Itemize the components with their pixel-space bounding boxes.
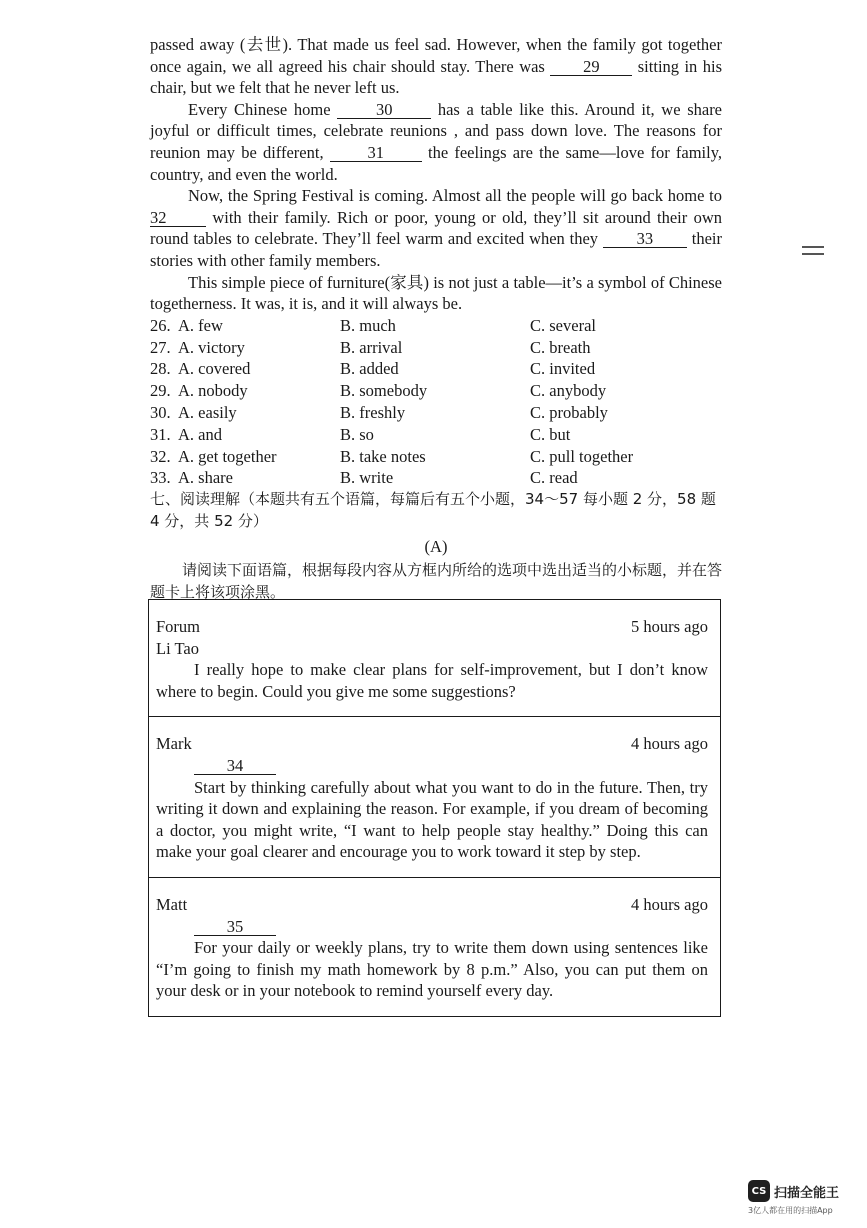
section-title: 七、阅读理解（本题共有五个语篇，每篇后有五个小题，34～57 每小题 2 分，58 题 4 分，共 52 分） — [150, 490, 716, 530]
passage-label: (A) — [424, 537, 448, 557]
post-author: Mark — [156, 734, 192, 754]
option-row: 26. A. few B. much C. several — [150, 315, 596, 335]
scanner-watermark — [748, 1180, 839, 1202]
blank-32: 32 — [150, 209, 206, 227]
passage-line: stories with other family members. — [150, 250, 381, 270]
passage-line: once again, we all agreed his chair should stay. There was 29 sitting in his — [150, 56, 723, 76]
passage-line: chair, but we felt that he never left us. — [150, 78, 400, 98]
blank-30: 30 — [337, 101, 431, 119]
post-time: 5 hours ago — [631, 617, 708, 636]
passage-line: reunion may be different, 31 the feelings are the same—love for family, — [150, 142, 723, 162]
answer-options — [150, 315, 722, 489]
blank-29: 29 — [550, 58, 632, 76]
passage-line: togetherness. It was, it is, and it will always be. — [150, 294, 463, 314]
passage-line: Now, the Spring Festival is coming. Almost all the people will go back home to — [188, 186, 722, 206]
camscanner-logo-icon: CS — [748, 1180, 770, 1202]
post-time: 4 hours ago — [631, 734, 708, 754]
watermark-name: 扫描全能王 — [774, 1185, 840, 1201]
post-body: For your daily or weekly plans, try to write them down using sentences like “I’m going to finish my math homework by 8 p.m.” Also, you can put them on your desk or in your notebook to remind yourself every day. — [156, 938, 708, 1001]
instruction-text: 请阅读下面语篇，根据每段内容从方框内所给的选项中选出适当的小标题，并在答题卡上将该项涂黑。 — [150, 561, 723, 602]
post-body: I really hope to make clear plans for self-improvement, but I don’t know where to begin. Could you give me some suggestions? — [156, 660, 708, 701]
option-row: 29. A. nobody B. somebody C. anybody — [150, 381, 607, 401]
option-row: 30. A. easily B. freshly C. probably — [150, 402, 608, 422]
exam-page — [150, 34, 722, 603]
passage-line: country, and even the world. — [150, 164, 338, 184]
forum-box — [148, 599, 721, 1017]
blank-35: 35 — [194, 918, 276, 936]
watermark-tagline: 3亿人都在用的扫描App — [748, 1206, 833, 1215]
passage-line: Every Chinese home 30 has a table like this. Around it, we share — [188, 99, 723, 119]
forum-post — [149, 878, 720, 1016]
margin-mark — [802, 246, 824, 260]
post-body: Start by thinking carefully about what you want to do in the future. Then, try writing it down and explaining the reason. For example, if you dream of becoming a doctor, you might write, “I want to help people stay healthy.” Doing this can make your goal clearer and encourage you to work toward it step by step. — [156, 777, 708, 862]
forum-post — [149, 600, 720, 717]
option-row: 33. A. share B. write C. read — [150, 468, 578, 488]
option-row: 31. A. and B. so C. but — [150, 424, 571, 444]
passage-line: round tables to celebrate. They’ll feel warm and excited when they 33 their — [150, 229, 722, 249]
blank-33: 33 — [603, 230, 687, 248]
post-author: Matt — [156, 894, 188, 914]
option-row: 27. A. victory B. arrival C. breath — [150, 337, 591, 357]
blank-31: 31 — [330, 144, 422, 162]
post-time: 4 hours ago — [631, 894, 708, 914]
passage-line: 32 with their family. Rich or poor, young or old, they’ll sit around their own — [150, 207, 722, 227]
passage-line: passed away (去世). That made us feel sad. However, when the family got together — [150, 35, 722, 54]
passage-line: joyful or difficult times, celebrate reunions , and pass down love. The reasons for — [150, 121, 722, 141]
forum-post — [149, 717, 720, 878]
blank-34: 34 — [194, 757, 276, 775]
post-header: Forum — [156, 617, 201, 636]
option-row: 28. A. covered B. added C. invited — [150, 359, 596, 379]
post-author: Li Tao — [156, 638, 199, 658]
passage-line: This simple piece of furniture(家具) is not just a table—it’s a symbol of Chinese — [188, 272, 722, 292]
option-row: 32. A. get together B. take notes C. pull together — [150, 446, 634, 466]
